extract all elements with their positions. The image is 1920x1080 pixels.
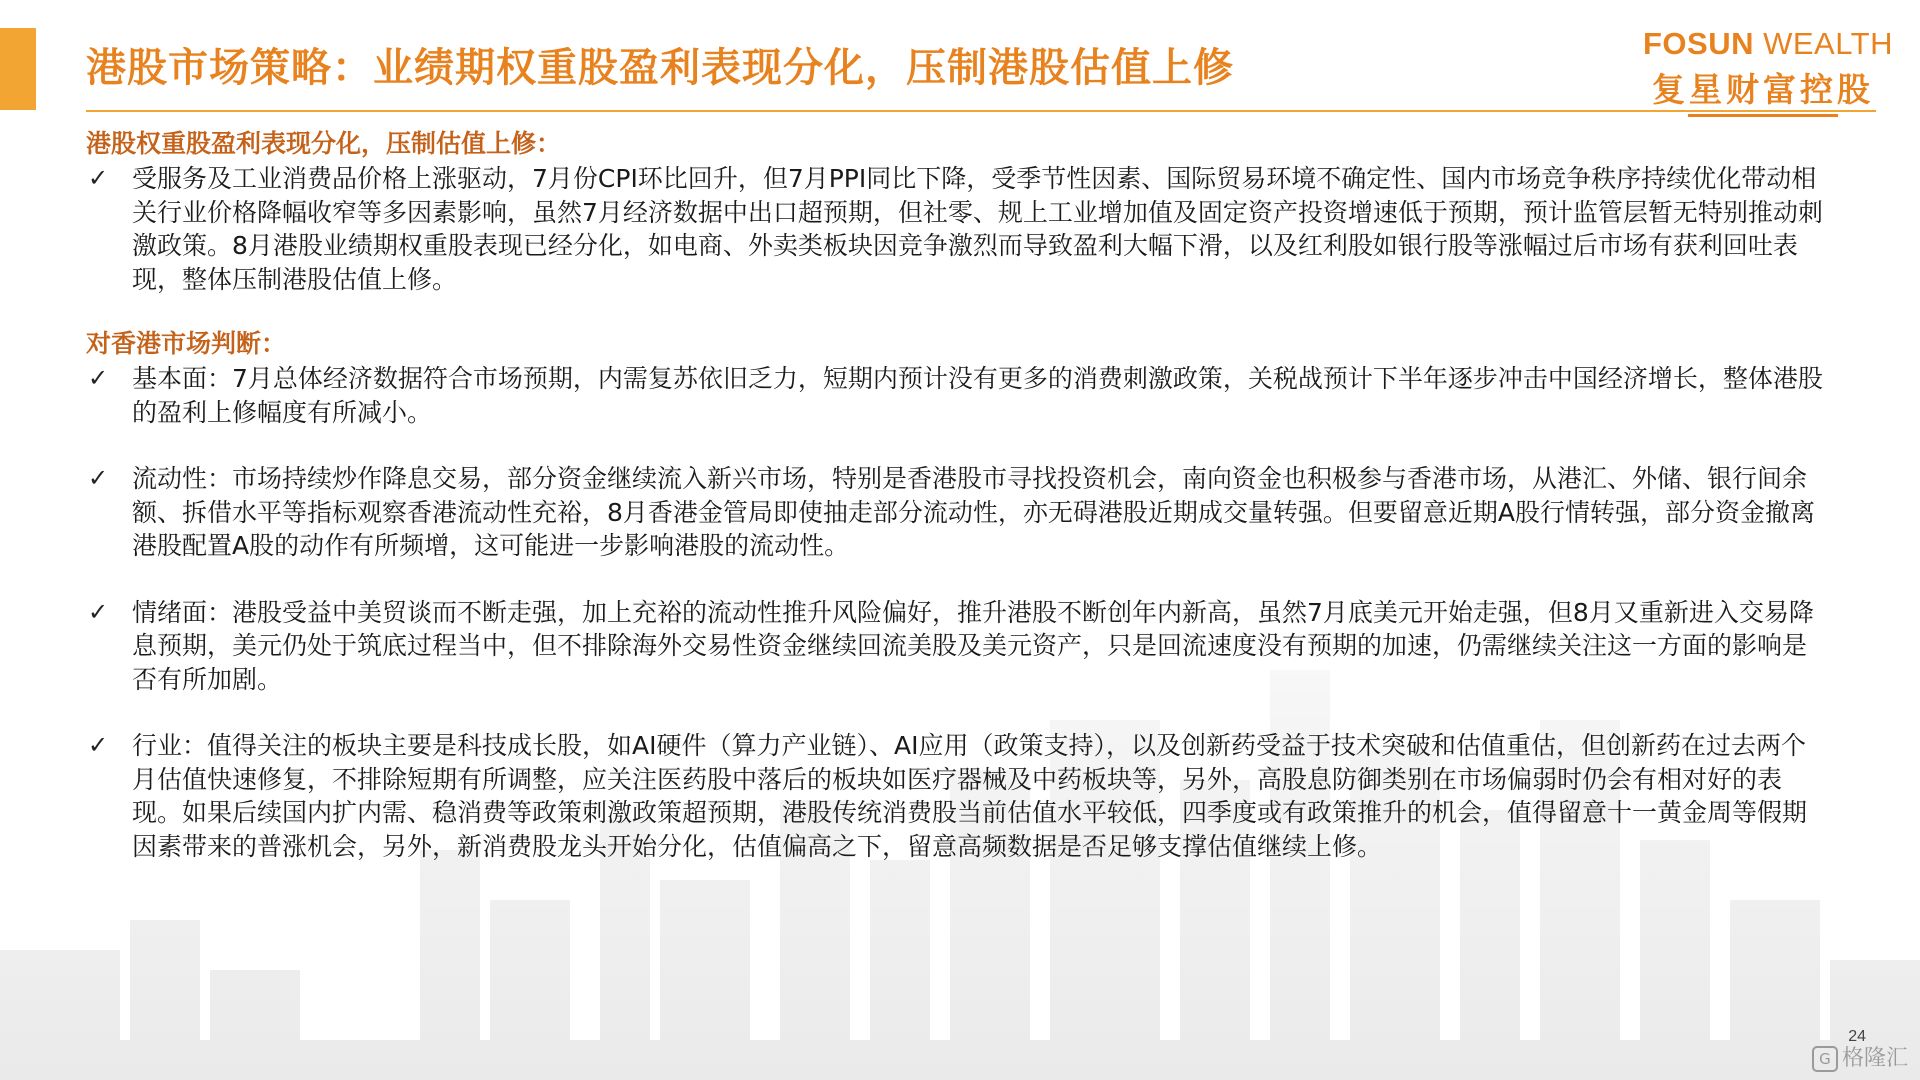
page-title: 港股市场策略：业绩期权重股盈利表现分化，压制港股估值上修: [86, 45, 1234, 91]
bullet-item-fundamentals: [86, 362, 1826, 429]
checkmark-icon: ✓: [88, 464, 109, 492]
section-heading-weights: 港股权重股盈利表现分化，压制估值上修：: [86, 129, 562, 158]
fosun-wealth-logo: [1643, 26, 1893, 117]
logo-english: [1643, 26, 1893, 62]
logo-english-light: WEALTH: [1754, 26, 1893, 61]
bullet-item-sentiment: [86, 596, 1826, 697]
logo-english-bold: FOSUN: [1643, 26, 1754, 61]
bullet-text: 基本面：7月总体经济数据符合市场预期，内需复苏依旧乏力，短期内预计没有更多的消费刺激政策，关税战预计下半年逐步冲击中国经济增长，整体港股的盈利上修幅度有所减小。: [132, 364, 1823, 427]
watermark-text: 格隆汇: [1841, 1046, 1908, 1071]
gelonghui-watermark: [1812, 1041, 1908, 1072]
bullet-item-liquidity: [86, 462, 1826, 563]
main-content: [86, 126, 1823, 863]
title-accent-bar: [0, 28, 36, 110]
section-heading-hk-market: 对香港市场判断：: [86, 329, 287, 358]
bullet-text: 情绪面：港股受益中美贸谈而不断走强，加上充裕的流动性推升风险偏好，推升港股不断创年内新高，虽然7月底美元开始走强，但8月又重新进入交易降息预期，美元仍处于筑底过程当中，但不排除海外交易性资金继续回流美股及美元资产，只是回流速度没有预期的加速，仍需继续关注这一方面的影响是否有所加剧。: [132, 597, 1814, 694]
checkmark-icon: ✓: [88, 731, 109, 759]
logo-chinese: 复星财富控股: [1652, 70, 1874, 109]
checkmark-icon: ✓: [88, 164, 109, 192]
bullet-text: 受服务及工业消费品价格上涨驱动，7月份CPI环比回升，但7月PPI同比下降，受季节性因素、国际贸易环境不确定性、国内市场竞争秩序持续优化带动相关行业价格降幅收窄等多因素影响，虽然7月经济数据中出口超预期，但社零、规上工业增加值及固定资产投资增速低于预期，预计监管层暂无特别推动刺激政策。8月港股业绩期权重股表现已经分化，如电商、外卖类板块因竞争激烈而导致盈利大幅下滑，以及红利股如银行股等涨幅过后市场有获利回吐表现，整体压制港股估值上修。: [132, 164, 1823, 294]
gelonghui-logo-icon: G: [1812, 1046, 1838, 1072]
header-divider: [86, 110, 1876, 112]
checkmark-icon: ✓: [88, 597, 109, 626]
bullet-text: 流动性：市场持续炒作降息交易，部分资金继续流入新兴市场，特别是香港股市寻找投资机会，南向资金也积极参与香港市场，从港汇、外储、银行间余额、拆借水平等指标观察香港流动性充裕，8月香港金管局即使抽走部分流动性，亦无碍港股近期成交量转强。但要留意近期A股行情转强，部分资金撤离港股配置A股的动作有所频增，这可能进一步影响港股的流动性。: [132, 464, 1816, 560]
checkmark-icon: ✓: [88, 364, 109, 392]
logo-underline: [1688, 114, 1838, 117]
bullet-item: [86, 162, 1826, 296]
bullet-item-industry: [86, 729, 1826, 863]
bullet-text: 行业：值得关注的板块主要是科技成长股，如AI硬件（算力产业链）、AI应用（政策支持），以及创新药受益于技术突破和估值重估，但创新药在过去两个月估值快速修复，不排除短期有所调整，应关注医药股中落后的板块如医疗器械及中药板块等，另外，高股息防御类别在市场偏弱时仍会有相对好的表现。如果后续国内扩内需、稳消费等政策刺激政策超预期，港股传统消费股当前估值水平较低，四季度或有政策推升的机会，值得留意十一黄金周等假期因素带来的普涨机会，另外，新消费股龙头开始分化，估值偏高之下，留意高频数据是否足够支撑估值继续上修。: [132, 731, 1808, 861]
page-number: 24: [1848, 1028, 1866, 1045]
